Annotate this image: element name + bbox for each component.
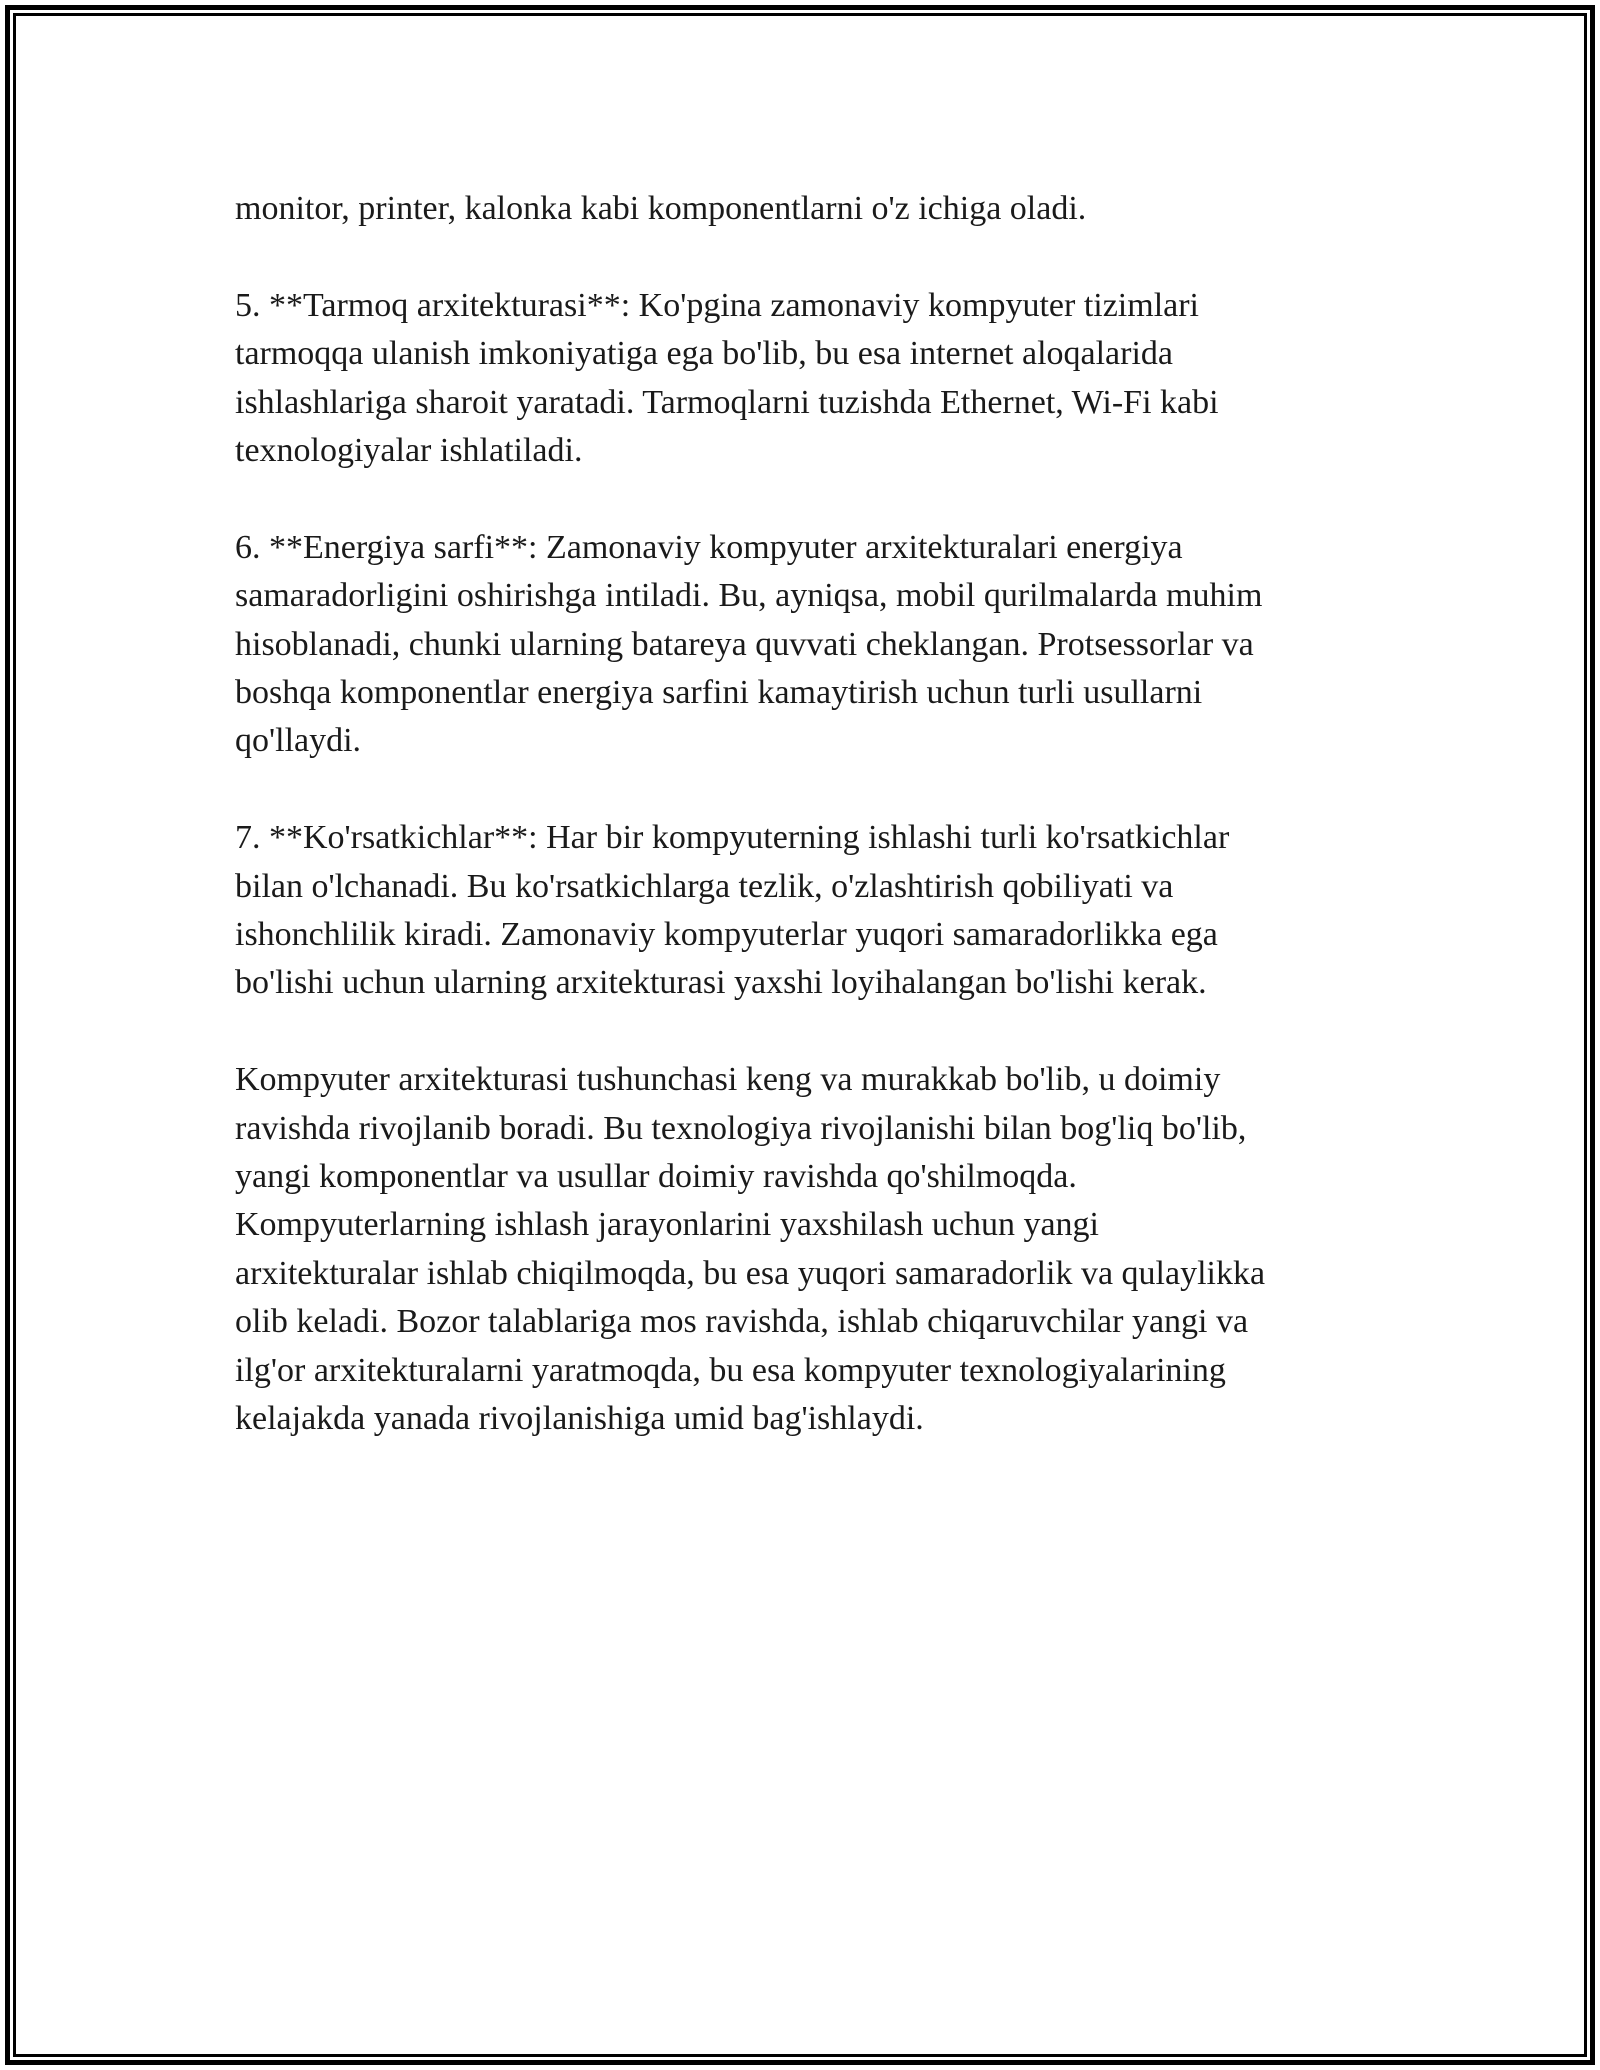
paragraph-network-architecture: 5. **Tarmoq arxitekturasi**: Ko'pgina zamonaviy kompyuter tizimlari tarmoqqa ulanish imkoniyatiga ega bo'lib, bu esa internet aloqalarida ishlashlariga sharoit yaratadi. Tarmoqlarni tuzishda Ethernet, Wi-Fi kabi texnologiyalar ishlatiladi. (235, 286, 1219, 470)
document-body (235, 185, 1375, 1444)
paragraph-energy-consumption: 6. **Energiya sarfi**: Zamonaviy kompyuter arxitekturalari energiya samaradorligini oshirishga intiladi. Bu, ayniqsa, mobil qurilmalarda muhim hisoblanadi, chunki ularning batareya quvvati cheklangan. Protsessorlar va boshqa komponentlar energiya sarfini kamaytirish uchun turli usullarni qo'llaydi. (235, 528, 1263, 760)
paragraph-conclusion: Kompyuter arxitekturasi tushunchasi keng va murakkab bo'lib, u doimiy ravishda rivojlanib boradi. Bu texnologiya rivojlanishi bilan bog'liq bo'lib, yangi komponentlar va usullar doimiy ravishda qo'shilmoqda. Kompyuterlarning ishlash jarayonlarini yaxshilash uchun yangi arxitekturalar ishlab chiqilmoqda, bu esa yuqori samaradorlik va qulaylikka olib keladi. Bozor talablariga mos ravishda, ishlab chiqaruvchilar yangi va ilg'or arxitekturalarni yaratmoqda, bu esa kompyuter texnologiyalarining kelajakda yanada rivojlanishiga umid bag'ishlaydi. (235, 1061, 1266, 1438)
paragraph-performance-metrics: 7. **Ko'rsatkichlar**: Har bir kompyuterning ishlashi turli ko'rsatkichlar bilan o'lchanadi. Bu ko'rsatkichlarga tezlik, o'zlashtirish qobiliyati va ishonchlilik kiradi. Zamonaviy kompyuterlar yuqori samaradorlikka ega bo'lishi uchun ularning arxitekturasi yaxshi loyihalangan bo'lishi kerak. (235, 819, 1230, 1002)
paragraph-continuation: monitor, printer, kalonka kabi komponentlarni o'z ichiga oladi. (235, 190, 1087, 227)
